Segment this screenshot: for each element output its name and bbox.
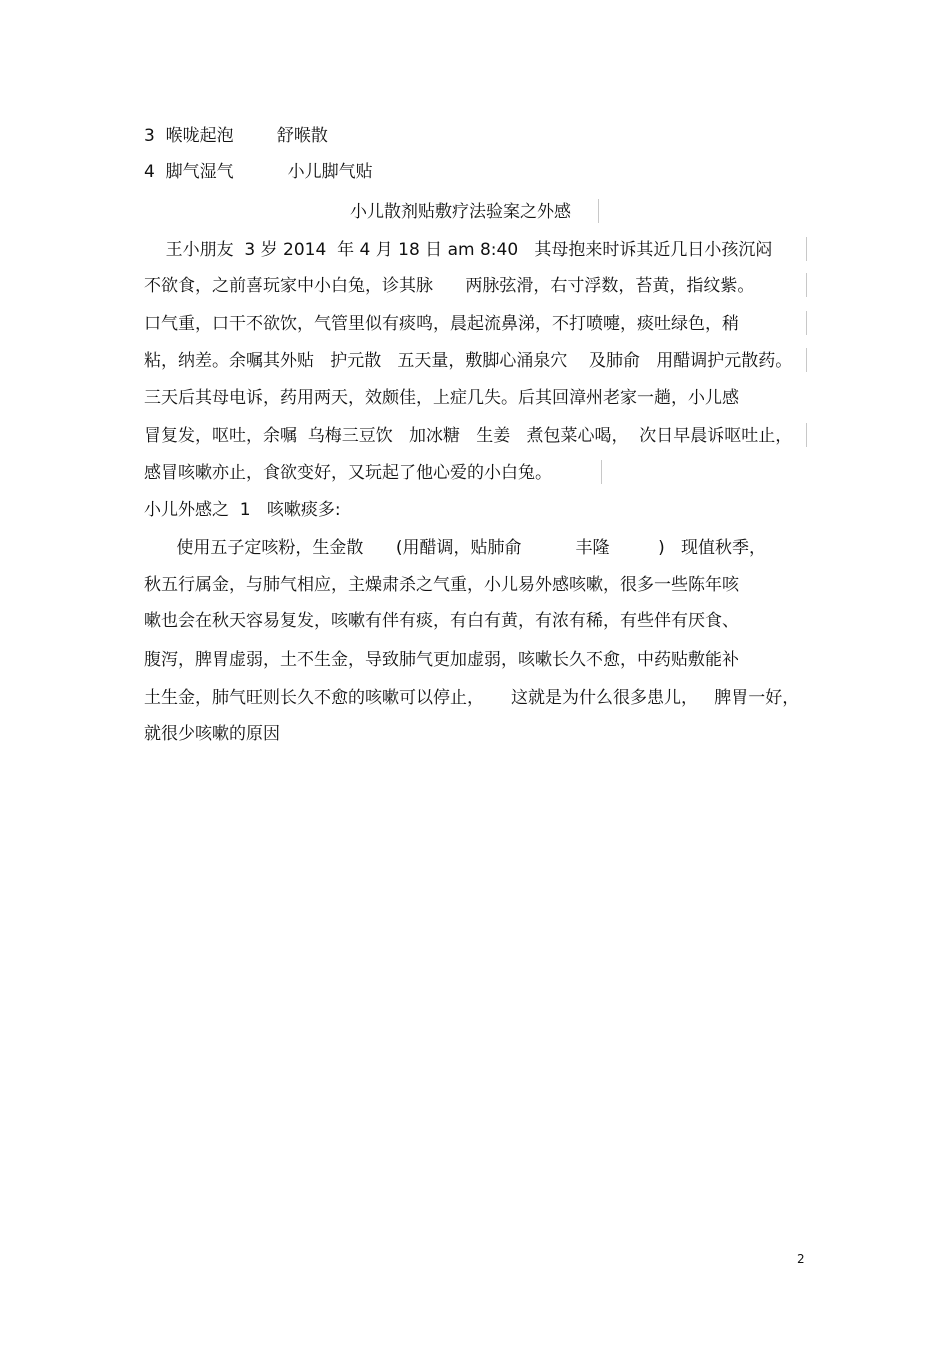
text-box-edge bbox=[806, 423, 807, 447]
section-line-2: 秋五行属金，与肺气相应，主燥肃杀之气重，小儿易外感咳嗽，很多一些陈年咳 bbox=[144, 575, 739, 595]
case-line-4: 粘，纳差。余嘱其外贴 护元散 五天量，敷脚心涌泉穴 及肺俞 用醋调护元散药。 bbox=[144, 351, 793, 371]
text-box-edge bbox=[806, 273, 807, 297]
case-title: 小儿散剂贴敷疗法验案之外感 bbox=[350, 202, 571, 222]
section-line-6: 就很少咳嗽的原因 bbox=[144, 724, 280, 744]
section-line-3: 嗽也会在秋天容易复发，咳嗽有伴有痰，有白有黄，有浓有稀，有些伴有厌食、 bbox=[144, 611, 739, 631]
case-line-6: 冒复发，呕吐，余嘱 乌梅三豆饮 加冰糖 生姜 煮包菜心喝， 次日早晨诉呕吐止， bbox=[144, 426, 793, 446]
section-line-4: 腹泻，脾胃虚弱，土不生金，导致肺气更加虚弱，咳嗽长久不愈，中药贴敷能补 bbox=[144, 650, 739, 670]
case-line-7: 感冒咳嗽亦止，食欲变好，又玩起了他心爱的小白兔。 bbox=[144, 463, 552, 483]
section-heading: 小儿外感之 1 咳嗽痰多: bbox=[144, 500, 341, 520]
text-box-edge bbox=[598, 199, 599, 223]
case-line-1: 王小朋友 3 岁 2014 年 4 月 18 日 am 8:40 其母抱来时诉其近几日小孩沉闷 bbox=[144, 240, 773, 260]
text-box-edge bbox=[806, 348, 807, 372]
section-line-1: 使用五子定咳粉，生金散 (用醋调，贴肺俞 丰隆 ) 现值秋季， bbox=[144, 538, 766, 558]
case-line-3: 口气重，口干不欲饮，气管里似有痰鸣，晨起流鼻涕，不打喷嚏，痰吐绿色，稍 bbox=[144, 314, 739, 334]
list-item-3: 3 喉咙起泡 舒喉散 bbox=[144, 126, 328, 146]
page-number: 2 bbox=[797, 1252, 805, 1266]
case-line-5: 三天后其母电诉，药用两天，效颇佳，上症几失。后其回漳州老家一趟，小儿感 bbox=[144, 388, 739, 408]
text-box-edge bbox=[601, 460, 602, 484]
section-line-5: 土生金，肺气旺则长久不愈的咳嗽可以停止， 这就是为什么很多患儿， 脾胃一好， bbox=[144, 688, 800, 708]
text-box-edge bbox=[806, 237, 807, 261]
list-item-4: 4 脚气湿气 小儿脚气贴 bbox=[144, 162, 373, 182]
text-box-edge bbox=[806, 311, 807, 335]
case-line-2: 不欲食，之前喜玩家中小白兔，诊其脉 两脉弦滑，右寸浮数，苔黄，指纹紫。 bbox=[144, 276, 755, 296]
